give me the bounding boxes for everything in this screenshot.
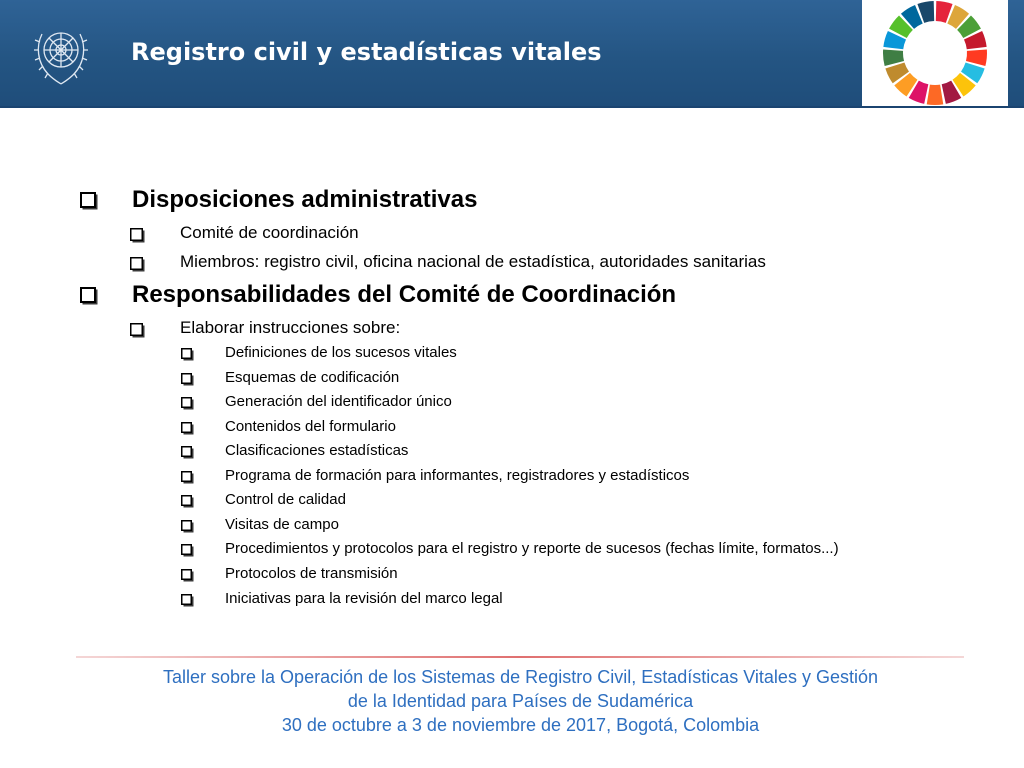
- footer-line-2: de la Identidad para Países de Sudamérica: [347, 691, 694, 711]
- outline-item-text: Generación del identificador único: [225, 393, 452, 410]
- checkbox-square-icon: [181, 569, 195, 583]
- outline-item-text: Contenidos del formulario: [225, 418, 396, 435]
- sdg-wheel-icon: [875, 0, 995, 107]
- checkbox-square-icon: [181, 397, 195, 411]
- outline-item-text: Definiciones de los sucesos vitales: [225, 344, 457, 361]
- outline-item-text: Miembros: registro civil, oficina nacional de estadística, autoridades sanitarias: [180, 252, 766, 271]
- outline-item-text: Visitas de campo: [225, 516, 339, 533]
- outline-item-text: Clasificaciones estadísticas: [225, 442, 409, 459]
- slide-header: [0, 0, 1024, 106]
- outline-item-text: Procedimientos y protocolos para el registro y reporte de sucesos (fechas límite, formatos...): [225, 540, 839, 557]
- outline-item-text: Esquemas de codificación: [225, 369, 400, 386]
- checkbox-square-icon: [181, 373, 195, 387]
- footer-line-3: 30 de octubre a 3 de noviembre de 2017, Bogotá, Colombia: [281, 715, 760, 735]
- checkbox-square-icon: [181, 520, 195, 534]
- checkbox-square-icon: [181, 471, 195, 485]
- checkbox-square-icon: [80, 192, 99, 211]
- footer-divider: [76, 656, 964, 658]
- slide-footer: [0, 665, 1024, 737]
- outline-item-text: Disposiciones administrativas: [132, 186, 478, 213]
- sdg-logo-box: [862, 0, 1008, 106]
- checkbox-square-icon: [181, 348, 195, 362]
- checkbox-square-icon: [181, 495, 195, 509]
- outline-item-text: Programa de formación para informantes, registradores y estadísticos: [225, 467, 690, 484]
- checkbox-square-icon: [181, 594, 195, 608]
- outline-item-text: Comité de coordinación: [180, 223, 359, 242]
- header-divider: [0, 106, 1024, 108]
- footer-line-1: Taller sobre la Operación de los Sistemas de Registro Civil, Estadísticas Vitales y Gestión: [163, 667, 878, 687]
- checkbox-square-icon: [130, 323, 146, 339]
- checkbox-square-icon: [80, 287, 99, 306]
- un-emblem-icon: [32, 20, 90, 88]
- outline-item-text: Protocolos de transmisión: [225, 565, 398, 582]
- checkbox-square-icon: [181, 446, 195, 460]
- outline-item-text: Iniciativas para la revisión del marco legal: [225, 590, 503, 607]
- outline-item-text: Responsabilidades del Comité de Coordinación: [132, 281, 677, 308]
- checkbox-square-icon: [181, 544, 195, 558]
- checkbox-square-icon: [181, 422, 195, 436]
- outline-item-text: Control de calidad: [225, 491, 346, 508]
- page-title: Registro civil y estadísticas vitales: [131, 38, 602, 66]
- outline-item-text: Elaborar instrucciones sobre:: [180, 318, 401, 337]
- checkbox-square-icon: [130, 228, 146, 244]
- checkbox-square-icon: [130, 257, 146, 273]
